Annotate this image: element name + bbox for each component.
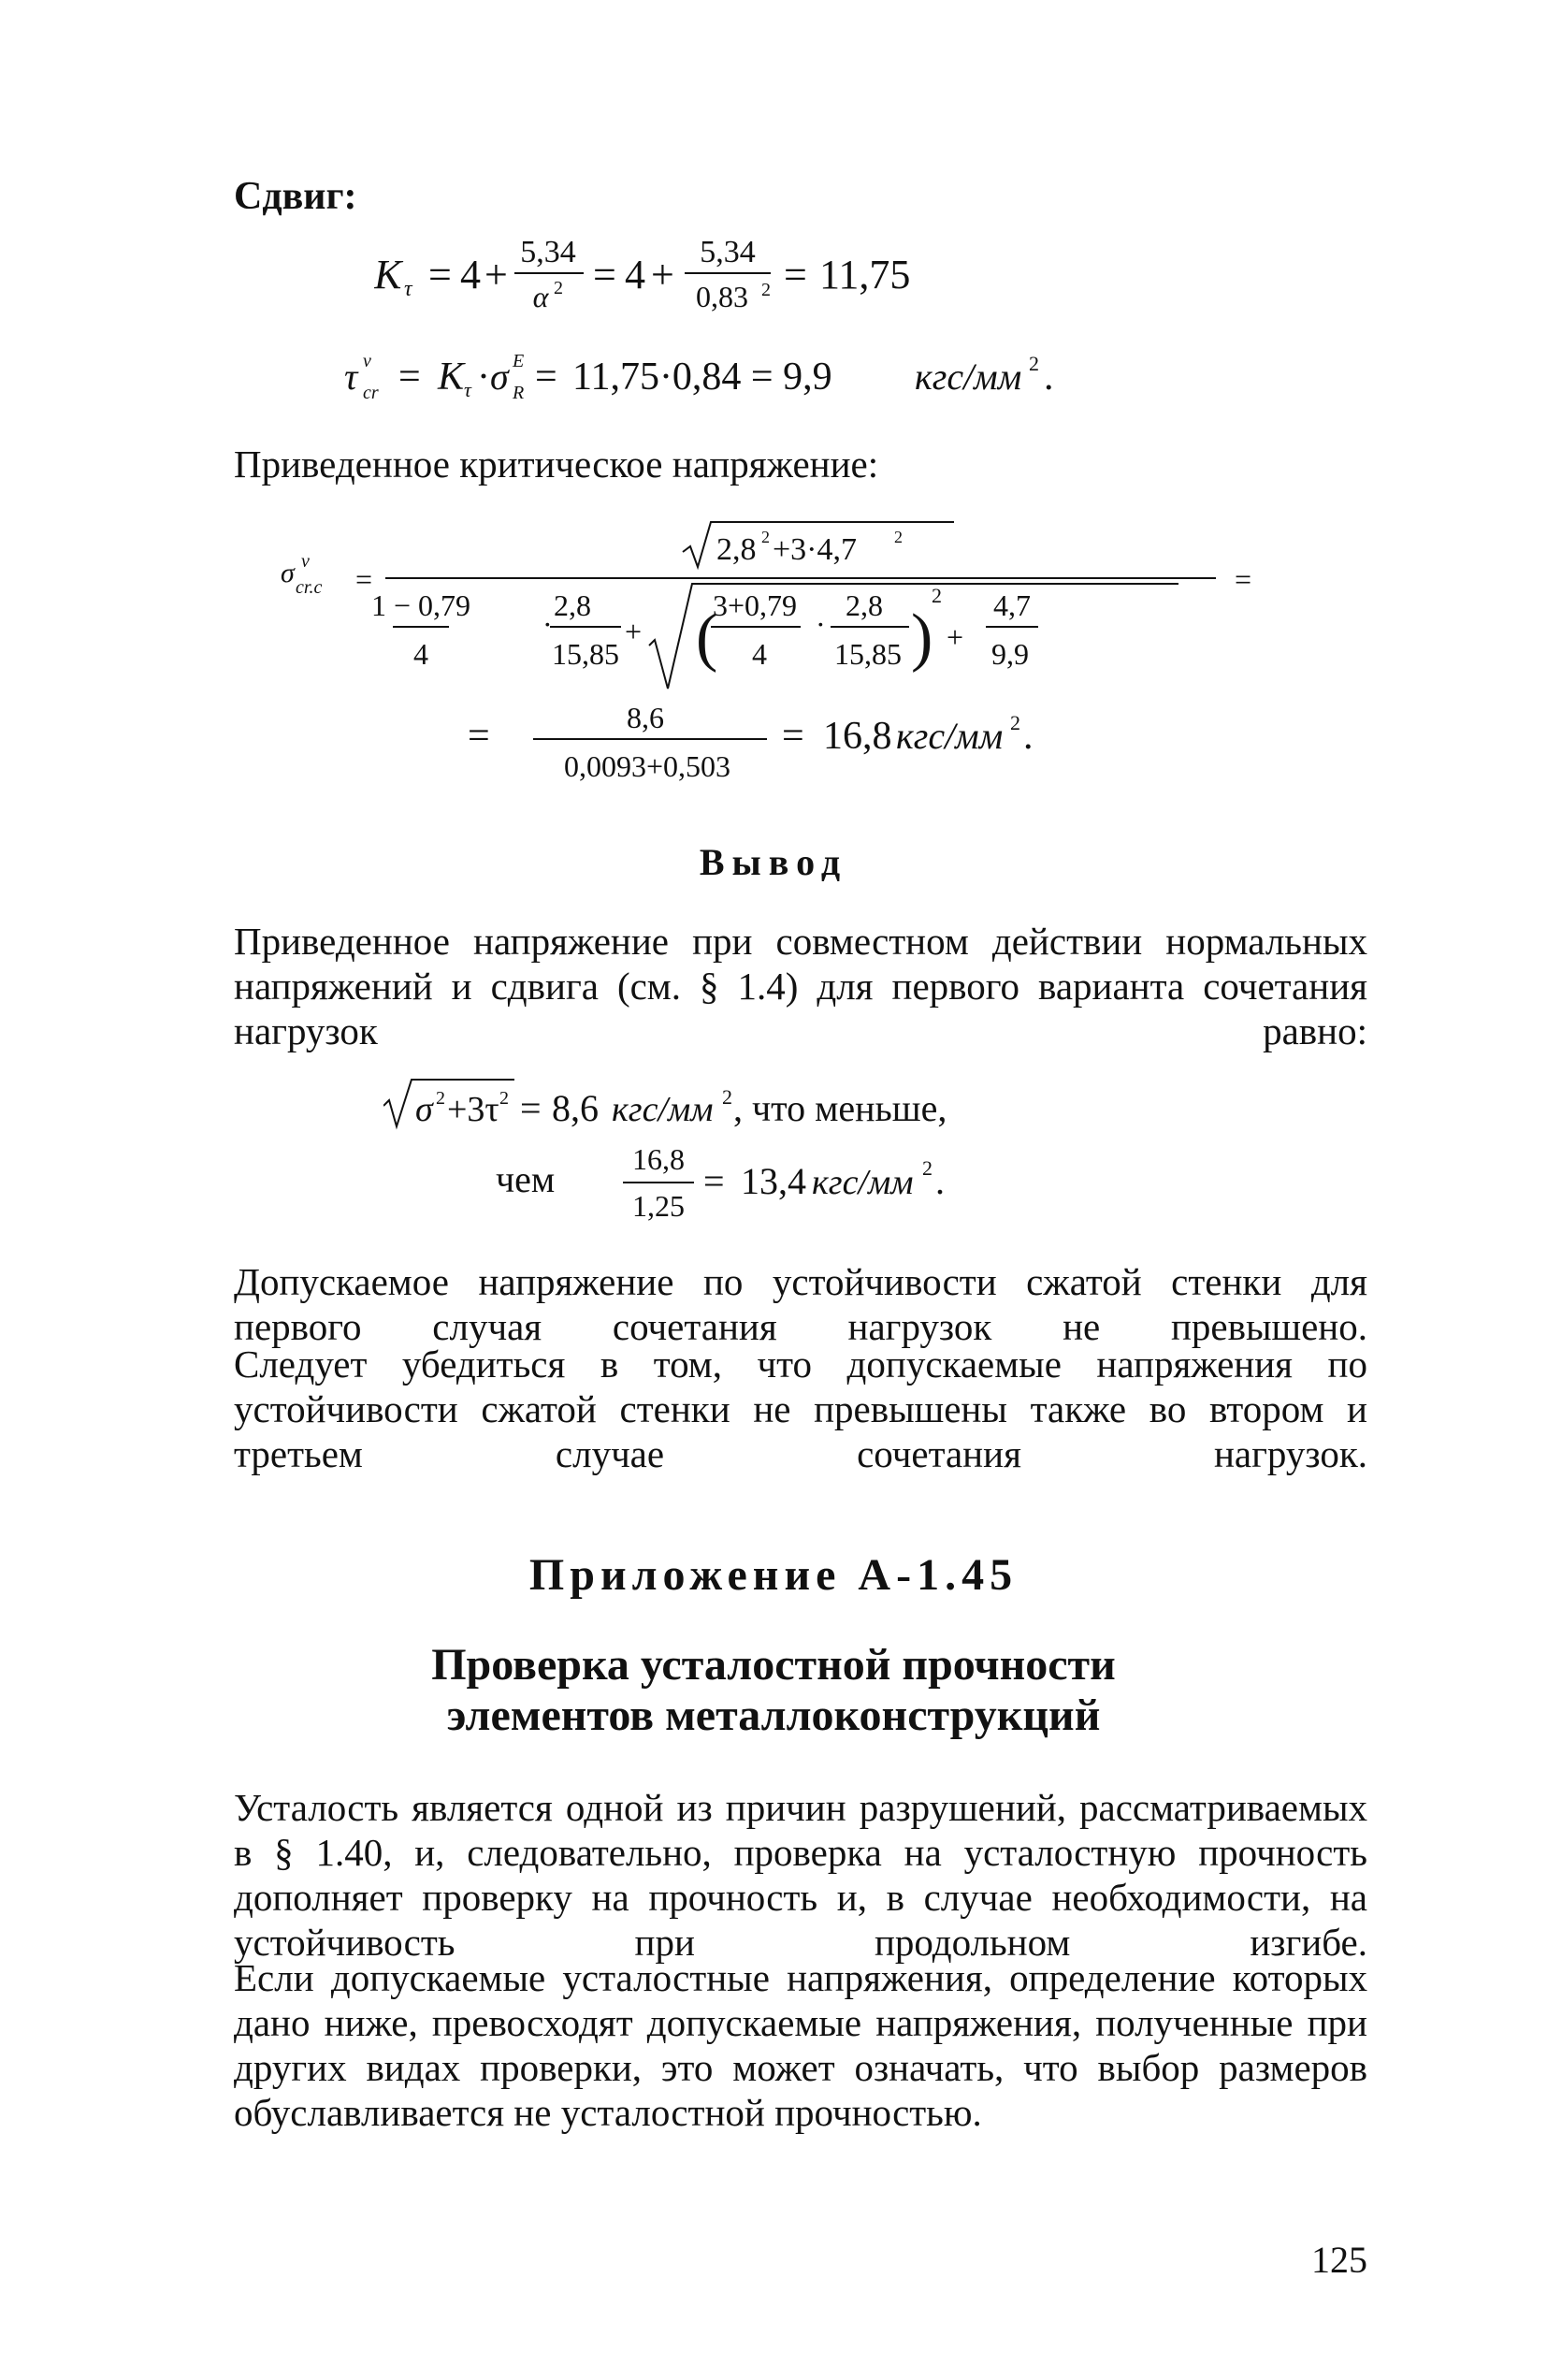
eq1-eq1: = (428, 252, 452, 298)
eq6-num: 16,8 (632, 1142, 685, 1176)
eq3-f3-den: 4 (752, 637, 767, 671)
eq3-rparen: ) (911, 602, 933, 674)
eq2-end: . (1044, 356, 1054, 399)
eq3-f5-num: 4,7 (993, 588, 1031, 622)
eq1-lhs-sub: τ (404, 277, 412, 301)
section-title-line2: элементов металлоконструкций (446, 1691, 1101, 1740)
eq1-plus1: + (484, 252, 508, 298)
eq2-sigma: σ (490, 356, 509, 398)
eq2-dot: · (477, 356, 490, 399)
conclusion-heading: Вывод (699, 841, 848, 883)
eq5-eq: = (520, 1087, 542, 1129)
eq3-sqrt-num-rest: +3·4,7 (773, 532, 857, 567)
eq3-lparen: ( (696, 602, 718, 674)
eq6-unit: кгс/мм (812, 1163, 914, 1202)
eq3-eq-end: = (1235, 562, 1252, 596)
eq3-sigma-sup: v (301, 551, 310, 572)
eq1-den2: 0,83 (696, 280, 748, 313)
eq6-unit-exp: 2 (922, 1156, 933, 1180)
eq2-unit: кгс/мм (915, 356, 1022, 398)
eq4-end: . (1023, 715, 1034, 758)
eq1-eq2: = (593, 252, 616, 298)
eq6-den: 1,25 (632, 1189, 685, 1223)
eq2-sigma-sup: E (513, 351, 525, 371)
paragraph-fatigue-limits: Если допускаемые усталостные напряжения, определение которых дано ниже, превосходят допускаемые напряжения, полученные при других видах проверки, это может означать, что выбор размеров обуславливается не усталостной прочностью. (234, 1956, 1367, 2134)
eq4-eq2: = (782, 715, 804, 758)
eq5-rad-rest: +3τ (447, 1090, 499, 1129)
eq4-eq: = (468, 715, 490, 758)
paragraph-verify: Следует убедиться в том, что допускаемые напряжения по устойчивости сжатой стенки не превышены также во втором и третьем случае сочетания нагрузок. (234, 1342, 1367, 1475)
equation-sigma-cr-c (281, 505, 1291, 702)
equation-k-tau (374, 204, 1160, 335)
eq1-den1: α (532, 280, 549, 313)
eq3-sigma: σ (281, 558, 295, 588)
eq5-unit-exp: 2 (722, 1085, 732, 1109)
equation-compare (496, 1136, 1150, 1239)
eq1-den1-exp: 2 (554, 278, 563, 298)
eq6-val: 13,4 (741, 1160, 806, 1202)
shear-label: Сдвиг: (234, 175, 357, 218)
eq6-end: . (935, 1160, 945, 1202)
eq4-unit: кгс/мм (896, 715, 1004, 757)
eq3-f4-num: 2,8 (846, 588, 883, 622)
paragraph-allowable-stress: Допускаемое напряжение по устойчивости сжатой стенки для первого случая сочетания нагрузок не превышено. (234, 1260, 1367, 1348)
equation-tau-cr (344, 339, 1205, 423)
appendix-heading: Приложение А-1.45 (528, 1550, 1019, 1600)
eq1-four2: 4 (625, 252, 645, 298)
page-number: 125 (1311, 2239, 1367, 2281)
eq3-sqrt-num-exp2: 2 (894, 528, 903, 546)
eq3-plus2: + (947, 620, 964, 654)
eq2-k-sub: τ (464, 378, 471, 401)
eq5-rad: σ (415, 1090, 433, 1129)
eq4-result: 16,8 (823, 715, 892, 758)
eq1-num1: 5,34 (520, 235, 576, 269)
eq5-rad-exp2: 2 (499, 1088, 509, 1109)
eq3-f1-num: 1 − 0,79 (370, 588, 471, 622)
eq4-unit-exp: 2 (1010, 711, 1020, 734)
eq5-rad-exp: 2 (436, 1088, 445, 1109)
eq1-den2-exp: 2 (761, 280, 771, 300)
eq2-unit-exp: 2 (1029, 352, 1039, 375)
eq3-f2-num: 2,8 (554, 588, 591, 622)
eq5-tail: , что меньше, (733, 1087, 947, 1129)
eq3-sqrt-num: 2,8 (716, 532, 757, 567)
eq4-num: 8,6 (627, 701, 664, 734)
eq3-sigma-sub: cr.c (296, 577, 323, 598)
eq3-f2-den: 15,85 (552, 637, 619, 671)
paragraph-fatigue: Усталость является одной из причин разрушений, рассматриваемых в § 1.40, и, следовательно, проверка на усталостную прочность дополняет проверку на прочность и, в случае необходимости, на устойчивость при продольном изгибе. (234, 1786, 1367, 1964)
eq3-f5-den: 9,9 (991, 637, 1029, 671)
eq6-word: чем (496, 1158, 556, 1200)
eq3-pow: 2 (932, 584, 942, 607)
eq4-den: 0,0093+0,503 (563, 749, 731, 783)
eq2-eq2: = (535, 356, 557, 399)
eq3-eq: = (355, 562, 373, 596)
equation-result-16-8 (468, 694, 1216, 806)
section-title-line1: Проверка усталостной прочности (431, 1640, 1116, 1690)
eq6-eq: = (703, 1160, 725, 1202)
eq1-lhs: K (374, 252, 402, 298)
eq3-f1-den: 4 (413, 637, 428, 671)
eq3-f3-num: 3+0,79 (713, 588, 798, 622)
eq1-four1: 4 (460, 252, 481, 298)
eq2-tau: τ (344, 356, 358, 398)
eq5-unit: кгс/мм (612, 1090, 714, 1129)
eq2-sigma-sub: R (513, 383, 525, 403)
eq1-num2: 5,34 (700, 235, 756, 269)
eq2-tau-sub: cr (363, 383, 379, 403)
eq3-f4-den: 15,85 (834, 637, 902, 671)
eq2-tau-sup: v (363, 351, 371, 371)
eq2-eq: = (398, 356, 421, 399)
eq3-plus: + (625, 615, 643, 648)
eq1-plus2: + (651, 252, 674, 298)
eq3-sqrt-num-exp: 2 (761, 528, 770, 546)
eq2-k: K (438, 356, 465, 399)
paragraph-conclusion: Приведенное напряжение при совместном действии нормальных напряжений и сдвига (см. § 1.4) для первого варианта сочетания нагрузок равно: (234, 920, 1367, 1052)
eq1-eq3: = (784, 252, 807, 298)
eq5-val: 8,6 (552, 1087, 599, 1129)
eq3-dot1: · (542, 607, 553, 641)
reduced-stress-label: Приведенное критическое напряжение: (234, 443, 879, 486)
eq3-dot2: · (816, 607, 826, 641)
eq2-calc: 11,75·0,84 = 9,9 (572, 356, 832, 399)
eq1-result: 11,75 (819, 252, 911, 298)
